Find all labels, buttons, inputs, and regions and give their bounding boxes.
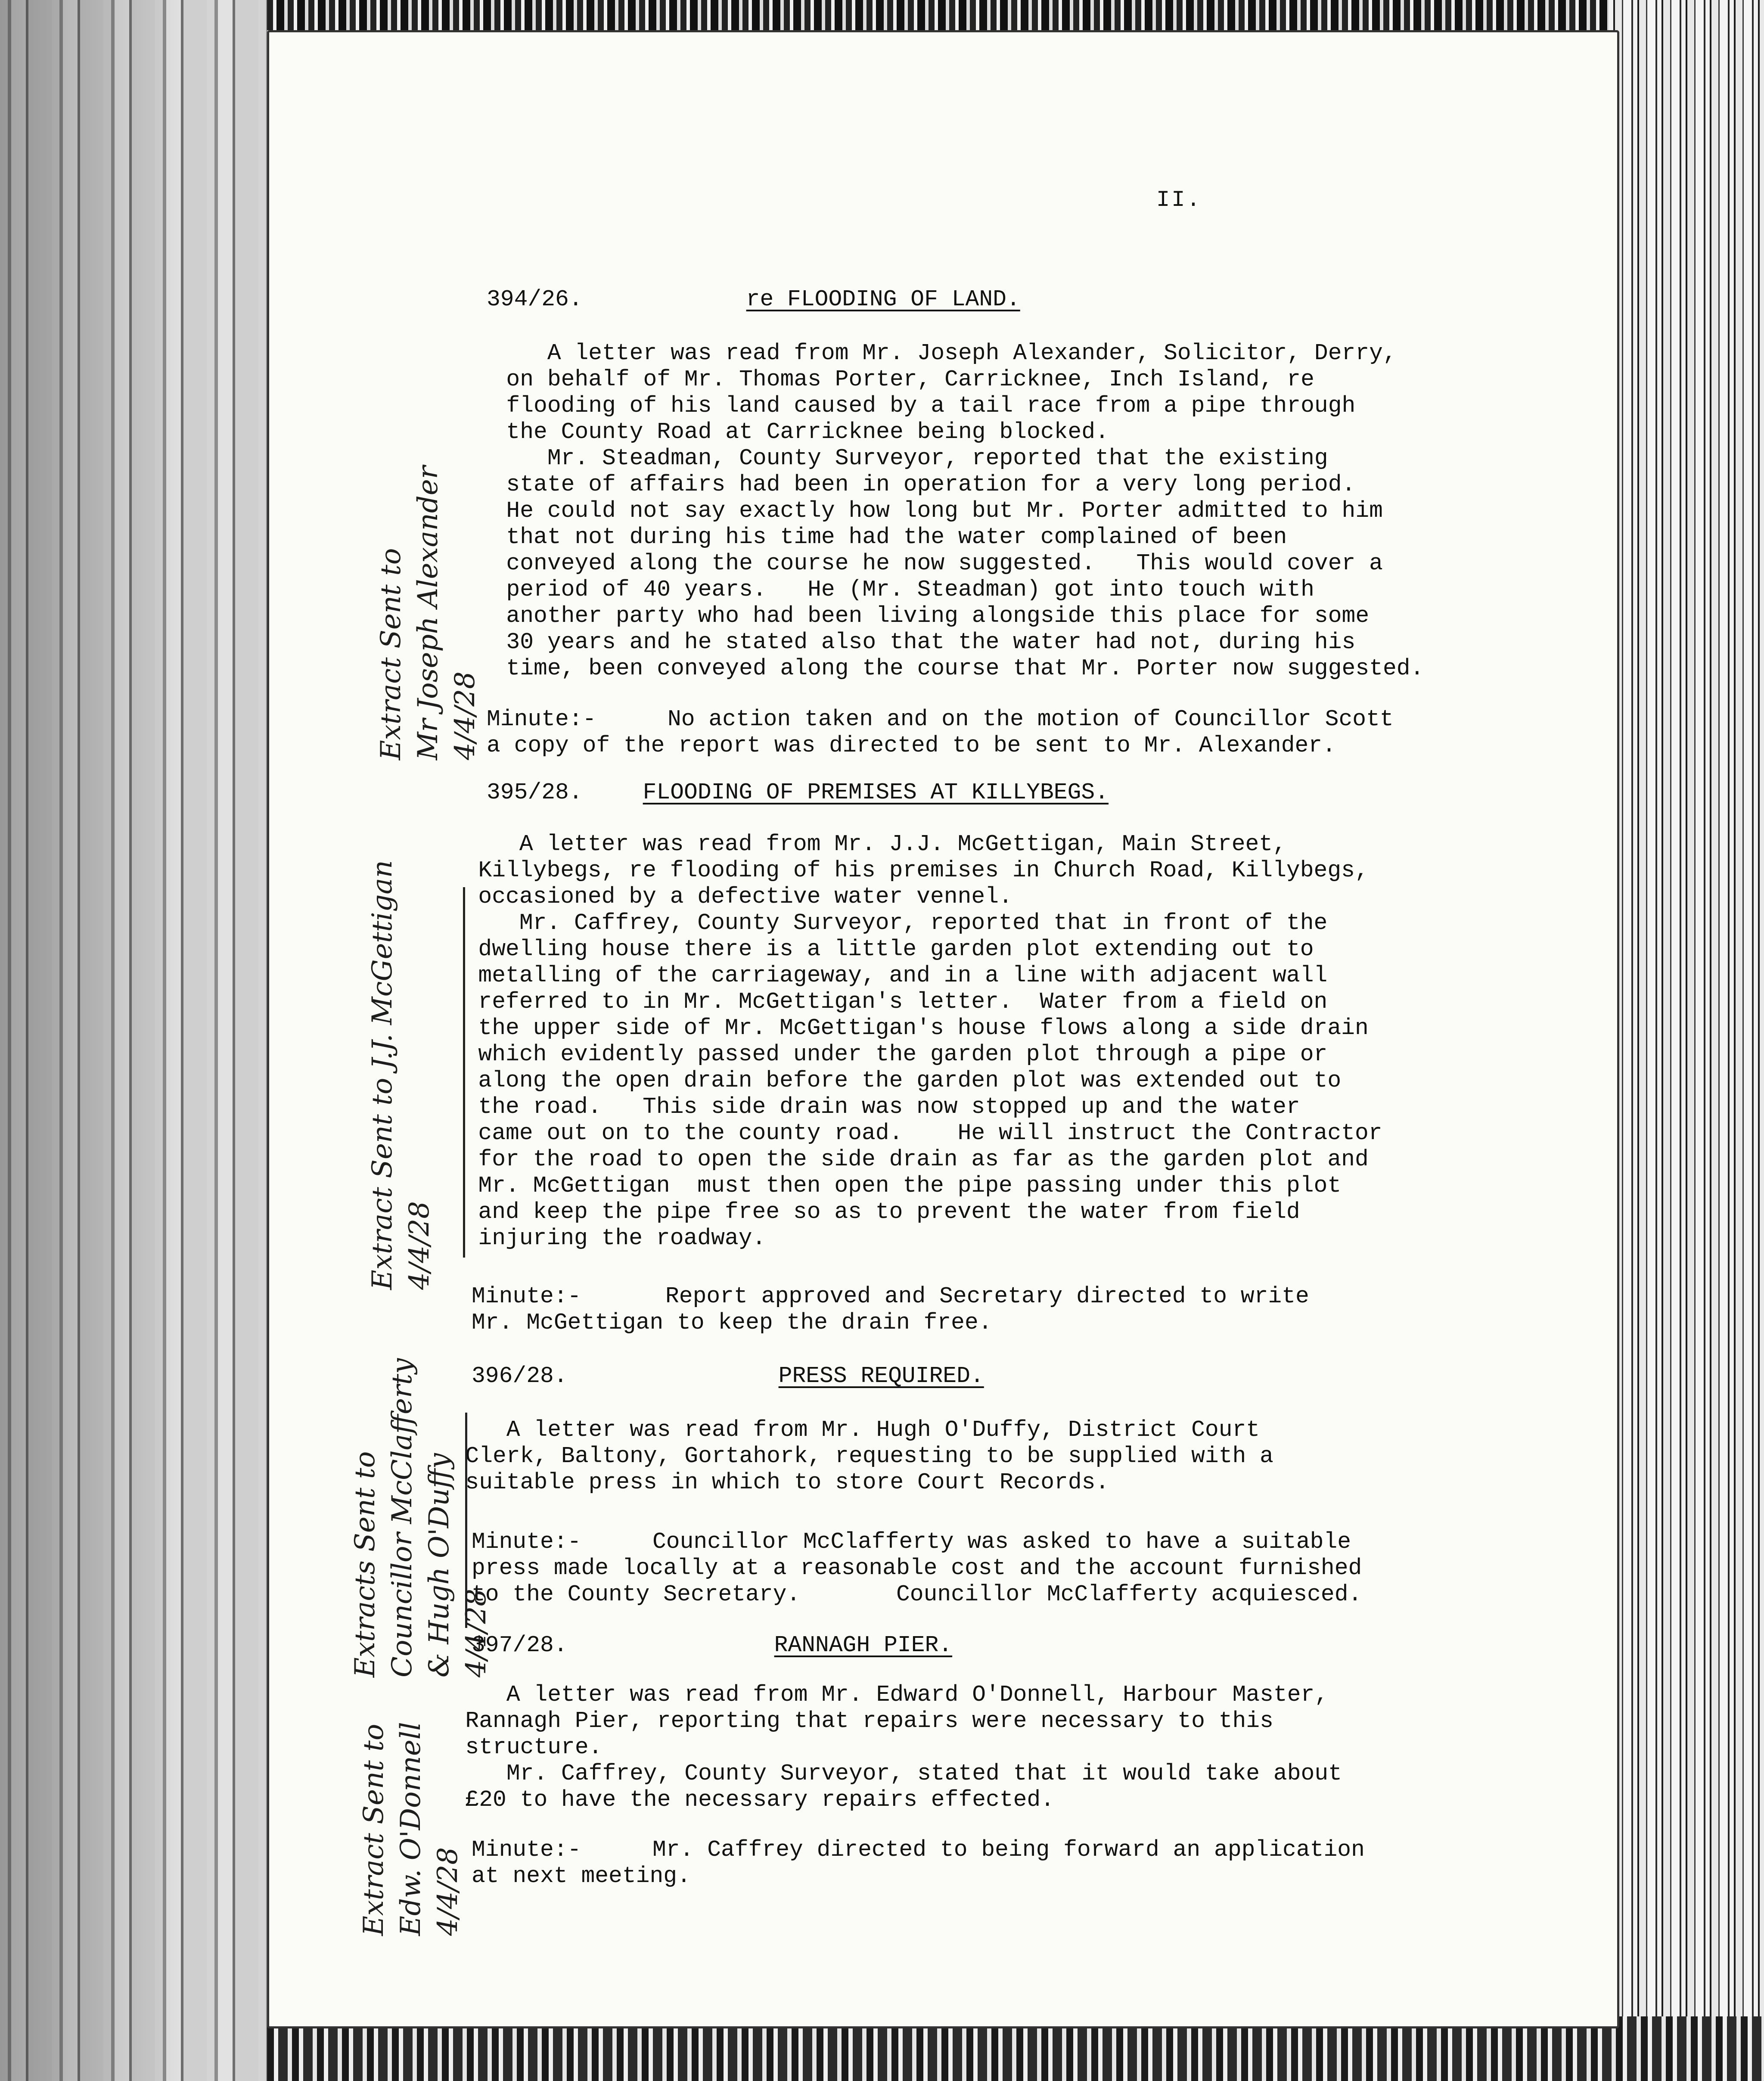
item-397-minute-label: Minute:- xyxy=(472,1837,581,1863)
item-ref: 395/28. xyxy=(487,780,583,805)
item-394-heading xyxy=(487,286,1020,313)
item-396-body: A letter was read from Mr. Hugh O'Duffy, District Court Clerk, Baltony, Gortahork, requesting to be supplied with a suitable press in which to store Court Records. xyxy=(465,1417,1273,1495)
minute-text: No action taken and on the motion of Councillor Scott a copy of the report was directed to be sent to Mr. Alexander. xyxy=(487,706,1394,758)
item-397-minute xyxy=(472,1837,1365,1889)
item-title: PRESS REQUIRED. xyxy=(778,1363,984,1389)
item-395-minute-label: Minute:- xyxy=(472,1283,581,1309)
page-number: II. xyxy=(1156,187,1202,213)
item-ref: 396/28. xyxy=(472,1363,568,1389)
book-edge-top xyxy=(267,0,1764,30)
minute-text: Councillor McClafferty was asked to have a suitable press made locally at a reasonable cost and the account furnished to the County Secretary. Councillor McClafferty acquiesced. xyxy=(472,1529,1362,1607)
item-397-margin-note: Extract Sent to Edw. O'Donnell 4/4/28 xyxy=(358,1722,464,1936)
book-edge-left xyxy=(0,0,267,2081)
item-ref: 394/26. xyxy=(487,286,583,312)
item-394-minute xyxy=(487,706,1394,759)
item-394-body: A letter was read from Mr. Joseph Alexander, Solicitor, Derry, on behalf of Mr. Thomas Porter, Carricknee, Inch Island, re flooding of his land caused by a tail race from a pipe through the County Road at Carricknee being blocked. Mr. Steadman, County Surveyor, reported that the existing state of affairs had been in operation for a very long period. He could not say exactly how long but Mr. Porter admitted to him that not during his time had the water complained of been conveyed along the course he now suggested. This would cover a period of 40 years. He (Mr. Steadman) got into touch with another party who had been living alongside this place for some 30 years and he stated also that the water had not, during his time, been conveyed along the course that Mr. Porter now suggested. xyxy=(506,340,1424,681)
item-394-minute-label: Minute:- xyxy=(487,706,596,732)
minute-text: Report approved and Secretary directed to write Mr. McGettigan to keep the drain free. xyxy=(472,1283,1309,1336)
item-396-minute xyxy=(472,1529,1362,1608)
item-ref: 397/28. xyxy=(472,1632,568,1658)
item-397-body: A letter was read from Mr. Edward O'Donnell, Harbour Master, Rannagh Pier, reporting that repairs were necessary to this structure. Mr. Caffrey, County Surveyor, stated that it would take about £20 to have the necessary repairs effected. xyxy=(465,1682,1342,1813)
item-395-body: A letter was read from Mr. J.J. McGettigan, Main Street, Killybegs, re flooding of his premises in Church Road, Killybegs, occasioned by a defective water vennel. Mr. Caffrey, County Surveyor, reported that in front of the dwelling house there is a little garden plot extending out to metalling of the carriageway, and in a line with adjacent wall referred to in Mr. McGettigan's letter. Water from a field on the upper side of Mr. McGettigan's house flows along a side drain which evidently passed under the garden plot through a pipe or along the open drain before the garden plot was extended out to the road. This side drain was now stopped up and the water came out on to the county road. He will instruct the Contractor for the road to open the side drain as far as the garden plot and Mr. McGettigan must then open the pipe passing under this plot and keep the pipe free so as to prevent the water from field injuring the roadway. xyxy=(478,831,1382,1251)
minutes-page xyxy=(267,30,1619,2028)
item-title: FLOODING OF PREMISES AT KILLYBEGS. xyxy=(643,780,1109,805)
item-395-minute xyxy=(472,1283,1309,1336)
book-edge-right xyxy=(1609,0,1764,2081)
item-397-heading xyxy=(472,1632,952,1659)
minute-text: Mr. Caffrey directed to being forward an application at next meeting. xyxy=(472,1837,1365,1889)
item-394-margin-note: Extract Sent to Mr Joseph Alexander 4/4/28 xyxy=(375,466,481,760)
item-396-minute-label: Minute:- xyxy=(472,1529,581,1555)
item-395-heading xyxy=(487,780,1109,806)
item-396-margin-note: Extracts Sent to Councillor McClafferty & Hugh O'Duffy 4/4/28 xyxy=(349,1358,492,1677)
item-title: re FLOODING OF LAND. xyxy=(746,286,1020,312)
item-395-margin-note: Extract Sent to J.J. McGettigan 4/4/28 xyxy=(366,860,435,1290)
item-title: RANNAGH PIER. xyxy=(774,1632,953,1658)
item-396-heading xyxy=(472,1363,984,1389)
